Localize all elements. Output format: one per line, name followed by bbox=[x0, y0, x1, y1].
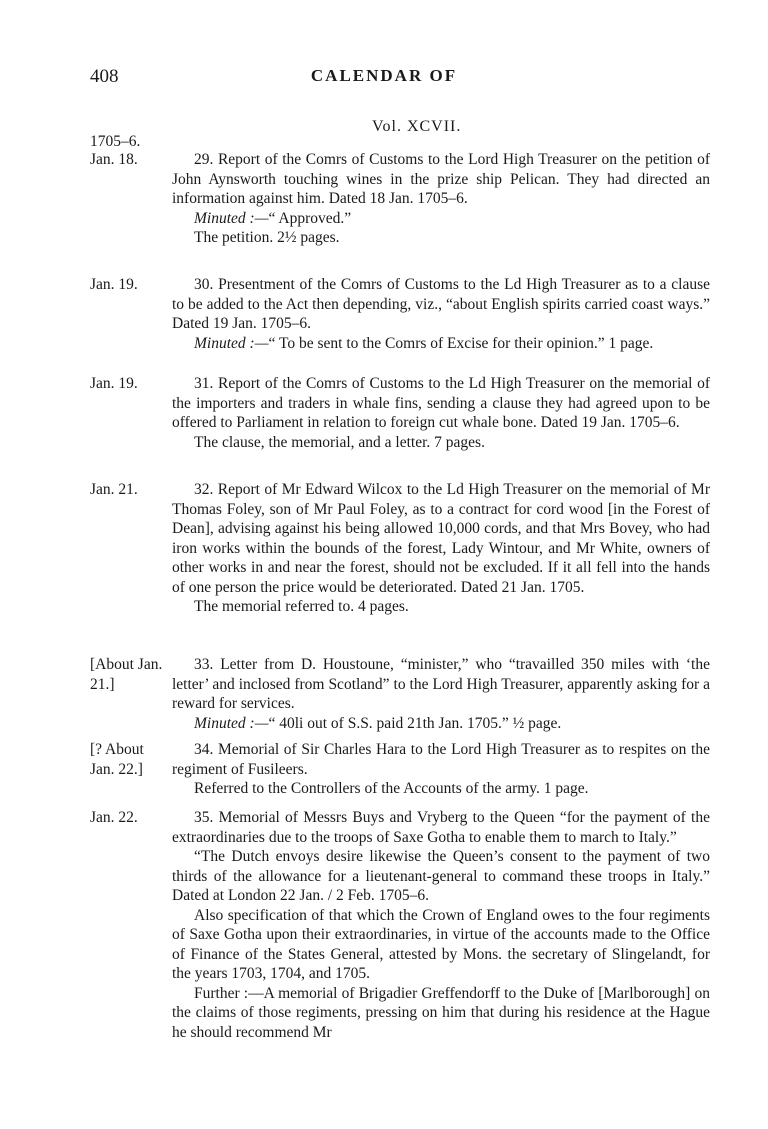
entry-31 bbox=[90, 374, 710, 452]
minuted-text: “ To be sent to the Comrs of Excise for their opinion.” 1 page. bbox=[268, 334, 654, 352]
volume-heading: Vol. XCVII. bbox=[372, 118, 462, 135]
entry-paragraph-4: Further :—A memorial of Brigadier Greffendorff to the Duke of [Marlborough] on the claims of those regiments, pressing on him that during his residence at the Hague he should recommend Mr bbox=[172, 984, 710, 1041]
entry-date: Jan. 19. bbox=[90, 375, 138, 392]
entry-date: Jan. 18. bbox=[90, 151, 138, 168]
entry-33 bbox=[90, 655, 710, 733]
minuted-label: Minuted :— bbox=[194, 209, 269, 227]
entry-date: Jan. 21. bbox=[90, 481, 138, 498]
entry-35 bbox=[90, 808, 710, 1042]
minuted-text: “ 40li out of S.S. paid 21th Jan. 1705.” ½ page. bbox=[268, 714, 562, 732]
entry-32 bbox=[90, 480, 710, 617]
entry-date: [About Jan. 21.] bbox=[90, 656, 163, 693]
entry-text: 32. Report of Mr Edward Wilcox to the Ld High Treasurer on the memorial of Mr Thomas Foley, son of Mr Paul Foley, as to a contract for cord wood [in the Forest of Dean], advising against his being allowed 10,000 cords, and that Mrs Bovey, who had iron works within the bounds of the forest, Lady Wintour, and Mr White, owners of other works in and near the forest, should not be excluded. If it all fell into the hands of one person the price would be deteriorated. Dated 21 Jan. 1705. bbox=[172, 481, 710, 596]
entry-text: 33. Letter from D. Houstoune, “minister,” who “travailled 350 miles with ‘the letter’ and inclosed from Scotland” to the Lord High Treasurer, apparently asking for a reward for services. bbox=[172, 656, 710, 712]
entry-date: [? About Jan. 22.] bbox=[90, 741, 144, 778]
entry-text: 29. Report of the Comrs of Customs to the Lord High Treasurer on the petition of John Aynsworth touching wines in the prize ship Pelican. They had directed an information against him. Dated 18 Jan. 1705–6. bbox=[172, 151, 710, 207]
entry-note: The petition. 2½ pages. bbox=[194, 229, 340, 246]
running-head: CALENDAR OF bbox=[310, 66, 458, 85]
entry-note: The clause, the memorial, and a letter. 7 pages. bbox=[194, 433, 485, 451]
minuted-label: Minuted :— bbox=[194, 714, 269, 732]
entry-date: Jan. 22. bbox=[90, 809, 138, 826]
entry-text: 30. Presentment of the Comrs of Customs to the Ld High Treasurer as to a clause to be added to the Act then depending, viz., “about English spirits carried coast ways.” Dated 19 Jan. 1705–6. bbox=[172, 276, 710, 332]
entry-date: Jan. 19. bbox=[90, 276, 138, 293]
entry-paragraph-2: “The Dutch envoys desire likewise the Queen’s consent to the payment of two thirds of the allowance for a lieutenant-general to command these troops in Italy.” Dated at London 22 Jan. / 2 Feb. 1705–6. bbox=[172, 848, 710, 904]
year-label: 1705–6. bbox=[90, 133, 141, 150]
entry-text: 35. Memorial of Messrs Buys and Vryberg to the Queen “for the payment of the extraordinaries due to the troops of Saxe Gotha to enable them to march to Italy.” bbox=[172, 809, 710, 846]
entry-34 bbox=[90, 740, 710, 799]
entry-note: Referred to the Controllers of the Accounts of the army. 1 page. bbox=[194, 780, 589, 797]
entry-29 bbox=[90, 150, 710, 248]
entry-paragraph-3: Also specification of that which the Crown of England owes to the four regiments of Saxe Gotha upon their extraordinaries, in virtue of the accounts made to the Office of Finance of the States General, attested by Mons. the secretary of Slingelandt, for the years 1703, 1704, and 1705. bbox=[172, 906, 710, 982]
entry-text: 34. Memorial of Sir Charles Hara to the Lord High Treasurer as to respites on the regiment of Fusileers. bbox=[172, 741, 710, 778]
entry-30 bbox=[90, 275, 710, 353]
entry-text: 31. Report of the Comrs of Customs to the Ld High Treasurer on the memorial of the importers and traders in whale fins, sending a clause they had agreed upon to be offered to Parliament in relation to foreign cut whale bone. Dated 19 Jan. 1705–6. bbox=[172, 375, 710, 431]
entry-note: The memorial referred to. 4 pages. bbox=[194, 598, 409, 615]
minuted-text: “ Approved.” bbox=[268, 209, 352, 227]
minuted-label: Minuted :— bbox=[194, 334, 269, 352]
page-number: 408 bbox=[90, 66, 119, 87]
